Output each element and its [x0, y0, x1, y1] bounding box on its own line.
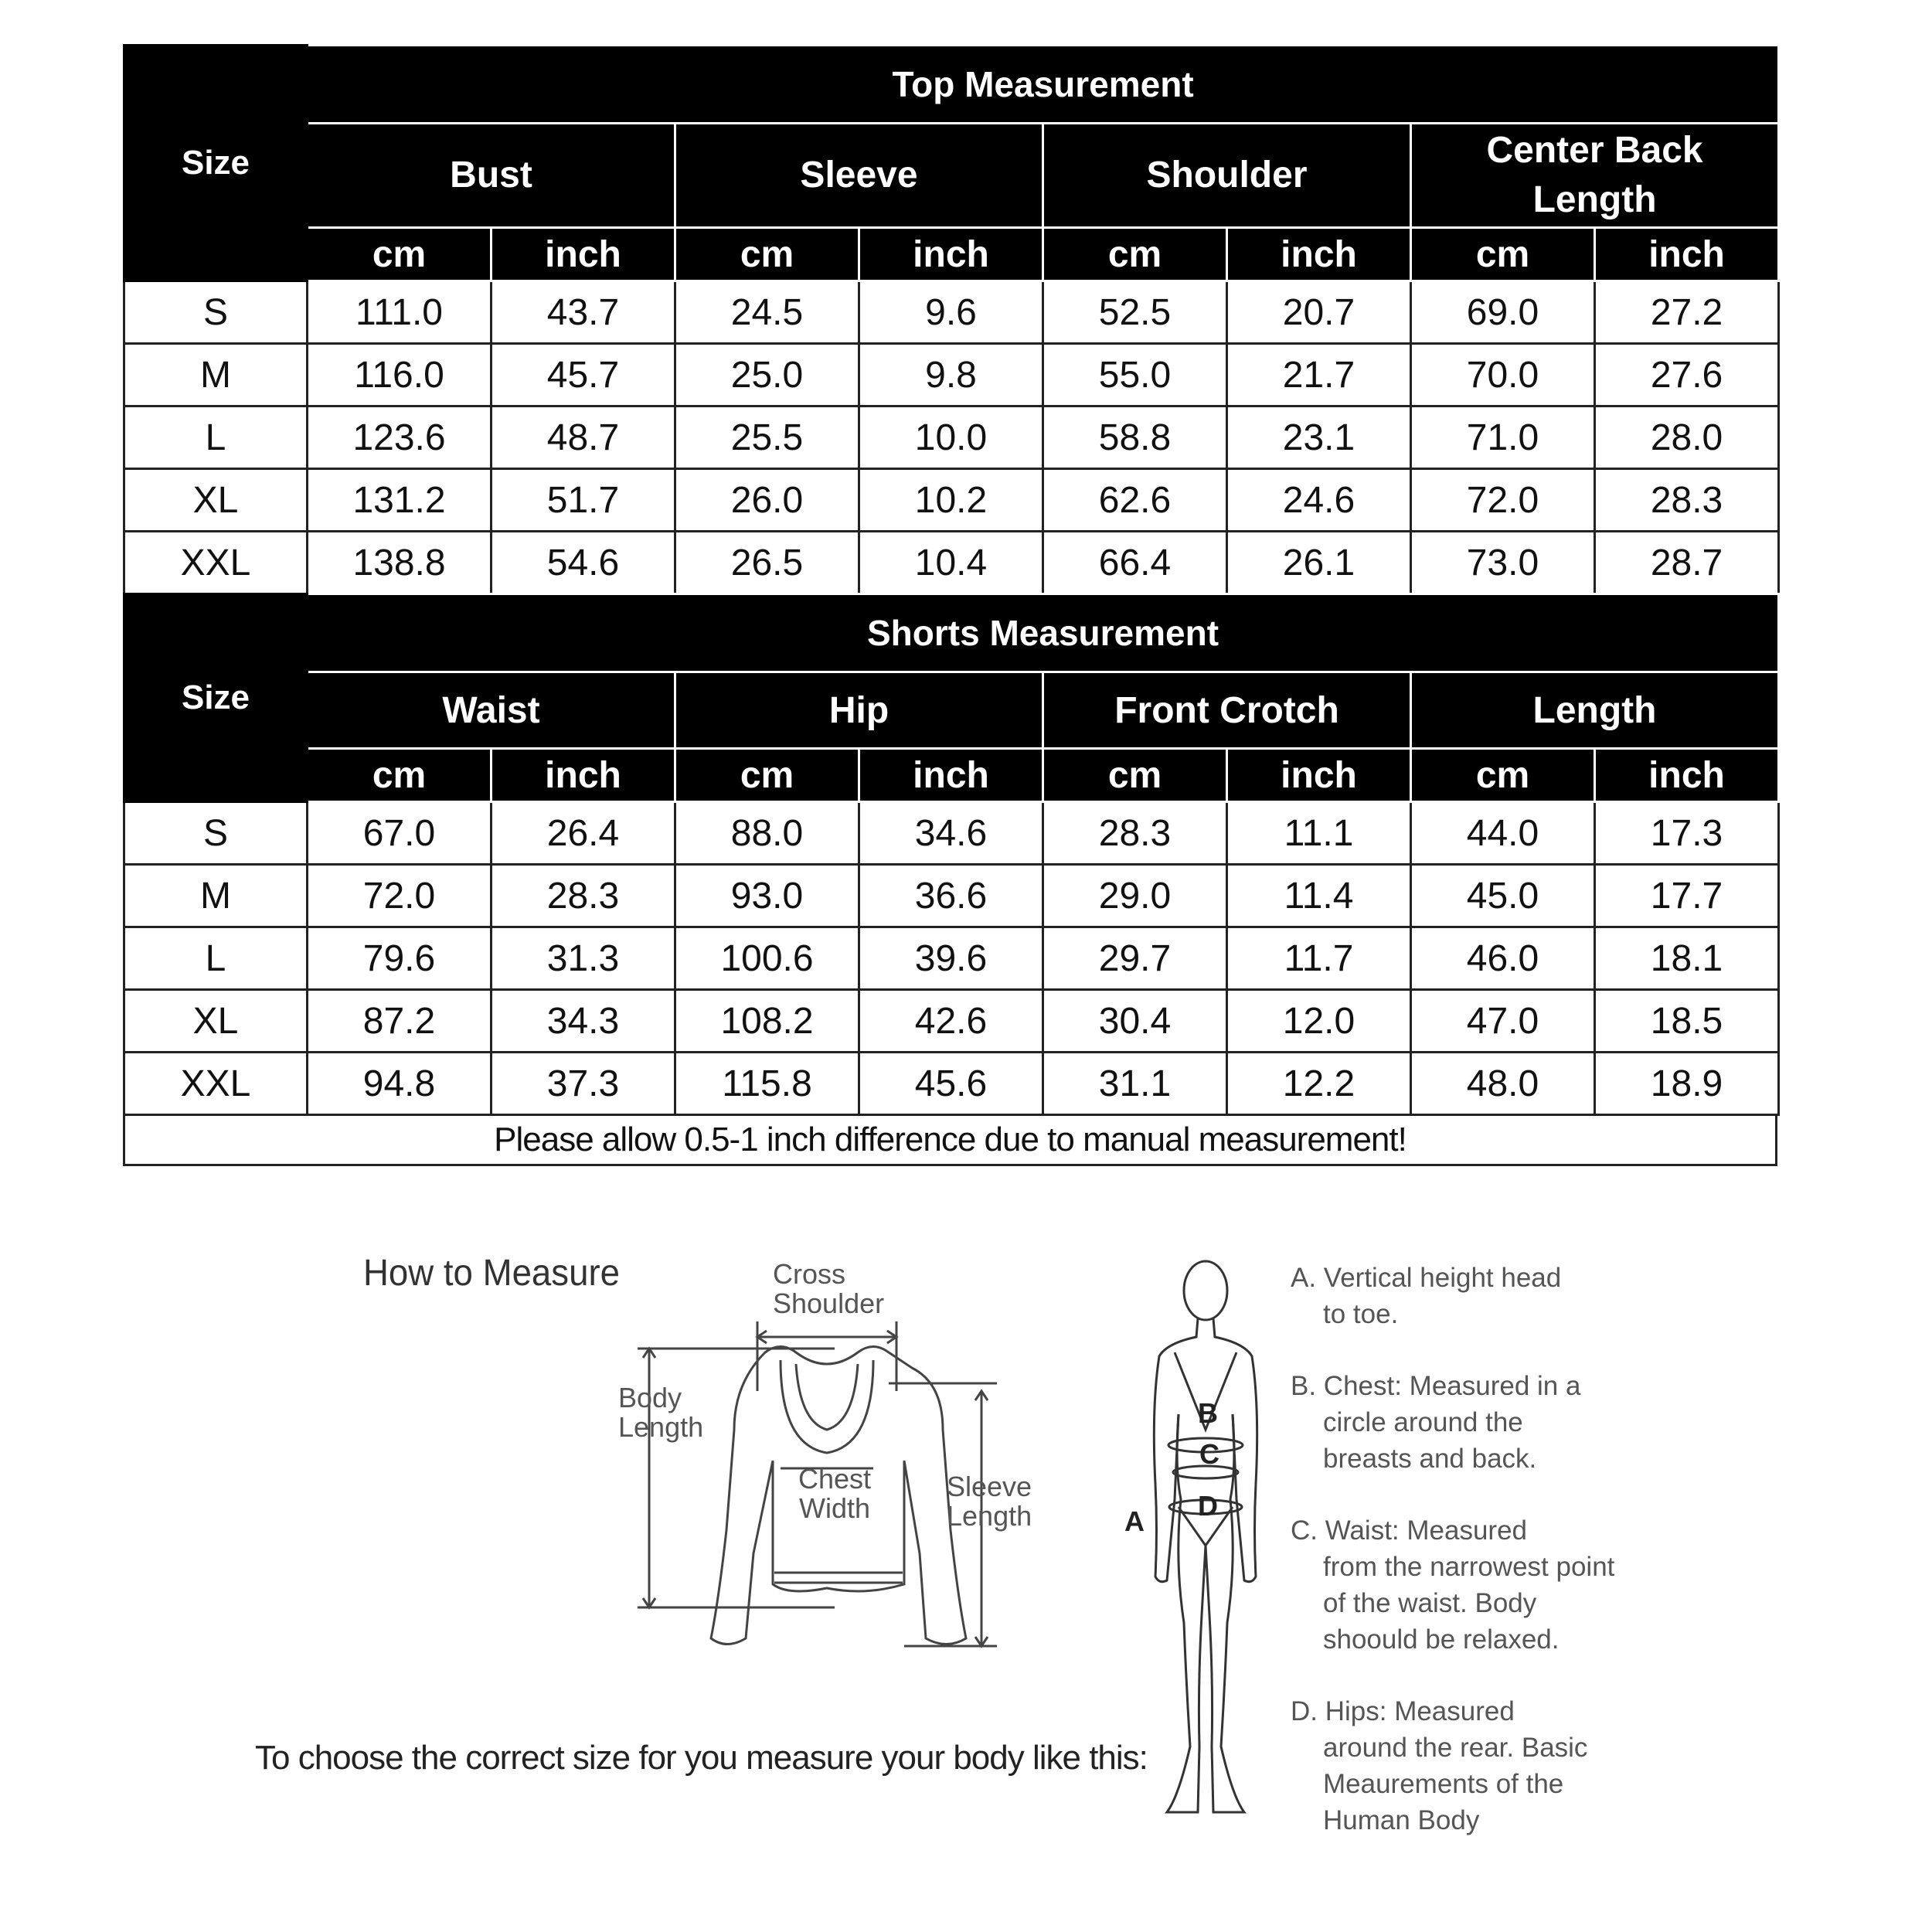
- value-cell: 9.8: [859, 344, 1043, 406]
- note-d: D. Hips: Measured around the rear. Basic Meaurements of the Human Body: [1291, 1696, 1588, 1835]
- value-cell: 12.2: [1227, 1053, 1411, 1115]
- value-cell: 25.0: [675, 344, 859, 406]
- value-cell: 67.0: [308, 802, 492, 865]
- note-table: [123, 1114, 1777, 1166]
- value-cell: 116.0: [308, 344, 492, 406]
- note-c: C. Waist: Measured from the narrowest point of the waist. Body shoould be relaxed.: [1291, 1515, 1615, 1655]
- table-row: [124, 469, 1779, 532]
- shorts-measurement-title: Shorts Measurement: [308, 594, 1779, 672]
- value-cell: 54.6: [492, 532, 675, 594]
- value-cell: 28.0: [1595, 406, 1779, 469]
- size-cell: S: [124, 281, 308, 344]
- value-cell: 21.7: [1227, 344, 1411, 406]
- table-row: [124, 927, 1779, 990]
- value-cell: 72.0: [308, 865, 492, 927]
- cm-unit-header: cm: [1043, 228, 1227, 281]
- value-cell: 27.2: [1595, 281, 1779, 344]
- sleeve-length-label: Sleeve Length: [947, 1471, 1032, 1532]
- size-cell: XL: [124, 469, 308, 532]
- inch-unit-header: inch: [492, 228, 675, 281]
- inch-unit-header: inch: [1227, 228, 1411, 281]
- value-cell: 94.8: [308, 1053, 492, 1115]
- size-cell: XXL: [124, 532, 308, 594]
- value-cell: 138.8: [308, 532, 492, 594]
- value-cell: 28.3: [1595, 469, 1779, 532]
- value-cell: 12.0: [1227, 990, 1411, 1053]
- size-cell: XXL: [124, 1053, 308, 1115]
- measurement-notes: [1291, 1260, 1615, 1874]
- cm-unit-header: cm: [675, 228, 859, 281]
- sleeve-header: Sleeve: [675, 124, 1043, 228]
- value-cell: 131.2: [308, 469, 492, 532]
- value-cell: 45.6: [859, 1053, 1043, 1115]
- value-cell: 115.8: [675, 1053, 859, 1115]
- value-cell: 26.4: [492, 802, 675, 865]
- value-cell: 31.1: [1043, 1053, 1227, 1115]
- value-cell: 11.7: [1227, 927, 1411, 990]
- cross-shoulder-label: Cross Shoulder: [773, 1258, 885, 1319]
- value-cell: 37.3: [492, 1053, 675, 1115]
- table-row: [124, 990, 1779, 1053]
- value-cell: 39.6: [859, 927, 1043, 990]
- value-cell: 23.1: [1227, 406, 1411, 469]
- value-cell: 24.5: [675, 281, 859, 344]
- shoulder-header: Shoulder: [1043, 124, 1411, 228]
- bust-header: Bust: [308, 124, 675, 228]
- note-a: A. Vertical height head to toe.: [1291, 1263, 1562, 1329]
- size-cell: M: [124, 344, 308, 406]
- value-cell: 111.0: [308, 281, 492, 344]
- size-cell: M: [124, 865, 308, 927]
- value-cell: 28.7: [1595, 532, 1779, 594]
- value-cell: 52.5: [1043, 281, 1227, 344]
- value-cell: 100.6: [675, 927, 859, 990]
- inch-unit-header: inch: [1595, 228, 1779, 281]
- body-length-label: Body Length: [618, 1382, 704, 1443]
- center-back-length-header: Center Back Length: [1411, 124, 1779, 228]
- value-cell: 25.5: [675, 406, 859, 469]
- value-cell: 70.0: [1411, 344, 1595, 406]
- table-row: [124, 532, 1779, 594]
- value-cell: 26.0: [675, 469, 859, 532]
- inch-unit-header: inch: [859, 228, 1043, 281]
- body-letter-b: B: [1198, 1397, 1218, 1429]
- value-cell: 9.6: [859, 281, 1043, 344]
- value-cell: 36.6: [859, 865, 1043, 927]
- top-measurement-table: [123, 44, 1780, 595]
- inch-unit-header: inch: [492, 749, 675, 802]
- value-cell: 55.0: [1043, 344, 1227, 406]
- measure-instruction: To choose the correct size for you measure your body like this:: [255, 1739, 1148, 1777]
- table-row: [124, 865, 1779, 927]
- table-row: [124, 802, 1779, 865]
- unit-row: [124, 749, 1779, 802]
- cm-unit-header: cm: [308, 228, 492, 281]
- size-header: Size: [124, 594, 308, 802]
- body-letter-a: A: [1124, 1505, 1145, 1537]
- value-cell: 79.6: [308, 927, 492, 990]
- value-cell: 69.0: [1411, 281, 1595, 344]
- manual-measurement-note: Please allow 0.5-1 inch difference due to manual measurement!: [124, 1115, 1777, 1165]
- value-cell: 66.4: [1043, 532, 1227, 594]
- table-row: [124, 1053, 1779, 1115]
- unit-row: [124, 228, 1779, 281]
- size-cell: XL: [124, 990, 308, 1053]
- value-cell: 24.6: [1227, 469, 1411, 532]
- value-cell: 73.0: [1411, 532, 1595, 594]
- table-row: [124, 281, 1779, 344]
- value-cell: 11.1: [1227, 802, 1411, 865]
- cm-unit-header: cm: [1043, 749, 1227, 802]
- value-cell: 62.6: [1043, 469, 1227, 532]
- value-cell: 11.4: [1227, 865, 1411, 927]
- value-cell: 30.4: [1043, 990, 1227, 1053]
- cm-unit-header: cm: [308, 749, 492, 802]
- value-cell: 47.0: [1411, 990, 1595, 1053]
- inch-unit-header: inch: [859, 749, 1043, 802]
- value-cell: 10.0: [859, 406, 1043, 469]
- value-cell: 123.6: [308, 406, 492, 469]
- value-cell: 72.0: [1411, 469, 1595, 532]
- top-measurement-title: Top Measurement: [308, 46, 1779, 124]
- value-cell: 26.1: [1227, 532, 1411, 594]
- value-cell: 10.4: [859, 532, 1043, 594]
- front-crotch-header: Front Crotch: [1043, 672, 1411, 749]
- value-cell: 88.0: [675, 802, 859, 865]
- value-cell: 58.8: [1043, 406, 1227, 469]
- value-cell: 87.2: [308, 990, 492, 1053]
- value-cell: 31.3: [492, 927, 675, 990]
- length-header: Length: [1411, 672, 1779, 749]
- value-cell: 18.9: [1595, 1053, 1779, 1115]
- value-cell: 48.0: [1411, 1053, 1595, 1115]
- note-b: B. Chest: Measured in a circle around the breasts and back.: [1291, 1371, 1581, 1474]
- shorts-measurement-table: [123, 593, 1780, 1116]
- value-cell: 46.0: [1411, 927, 1595, 990]
- value-cell: 17.7: [1595, 865, 1779, 927]
- body-figure: [1113, 1252, 1283, 1839]
- value-cell: 108.2: [675, 990, 859, 1053]
- value-cell: 10.2: [859, 469, 1043, 532]
- size-cell: S: [124, 802, 308, 865]
- value-cell: 28.3: [1043, 802, 1227, 865]
- value-cell: 44.0: [1411, 802, 1595, 865]
- table-row: [124, 344, 1779, 406]
- value-cell: 29.0: [1043, 865, 1227, 927]
- inch-unit-header: inch: [1595, 749, 1779, 802]
- waist-header: Waist: [308, 672, 675, 749]
- value-cell: 17.3: [1595, 802, 1779, 865]
- value-cell: 45.7: [492, 344, 675, 406]
- value-cell: 43.7: [492, 281, 675, 344]
- value-cell: 51.7: [492, 469, 675, 532]
- cm-unit-header: cm: [675, 749, 859, 802]
- value-cell: 26.5: [675, 532, 859, 594]
- cm-unit-header: cm: [1411, 228, 1595, 281]
- how-to-measure-heading: How to Measure: [363, 1253, 621, 1294]
- size-cell: L: [124, 406, 308, 469]
- value-cell: 34.6: [859, 802, 1043, 865]
- value-cell: 42.6: [859, 990, 1043, 1053]
- value-cell: 71.0: [1411, 406, 1595, 469]
- cm-unit-header: cm: [1411, 749, 1595, 802]
- size-chart: [123, 44, 1777, 1166]
- chest-width-label: Chest Width: [798, 1463, 872, 1524]
- table-row: [124, 406, 1779, 469]
- size-cell: L: [124, 927, 308, 990]
- value-cell: 48.7: [492, 406, 675, 469]
- value-cell: 45.0: [1411, 865, 1595, 927]
- body-letter-d: D: [1198, 1490, 1218, 1522]
- body-letter-c: C: [1199, 1438, 1219, 1470]
- value-cell: 28.3: [492, 865, 675, 927]
- hip-header: Hip: [675, 672, 1043, 749]
- value-cell: 93.0: [675, 865, 859, 927]
- value-cell: 18.5: [1595, 990, 1779, 1053]
- value-cell: 18.1: [1595, 927, 1779, 990]
- size-header: Size: [124, 46, 308, 281]
- value-cell: 20.7: [1227, 281, 1411, 344]
- value-cell: 27.6: [1595, 344, 1779, 406]
- value-cell: 29.7: [1043, 927, 1227, 990]
- value-cell: 34.3: [492, 990, 675, 1053]
- inch-unit-header: inch: [1227, 749, 1411, 802]
